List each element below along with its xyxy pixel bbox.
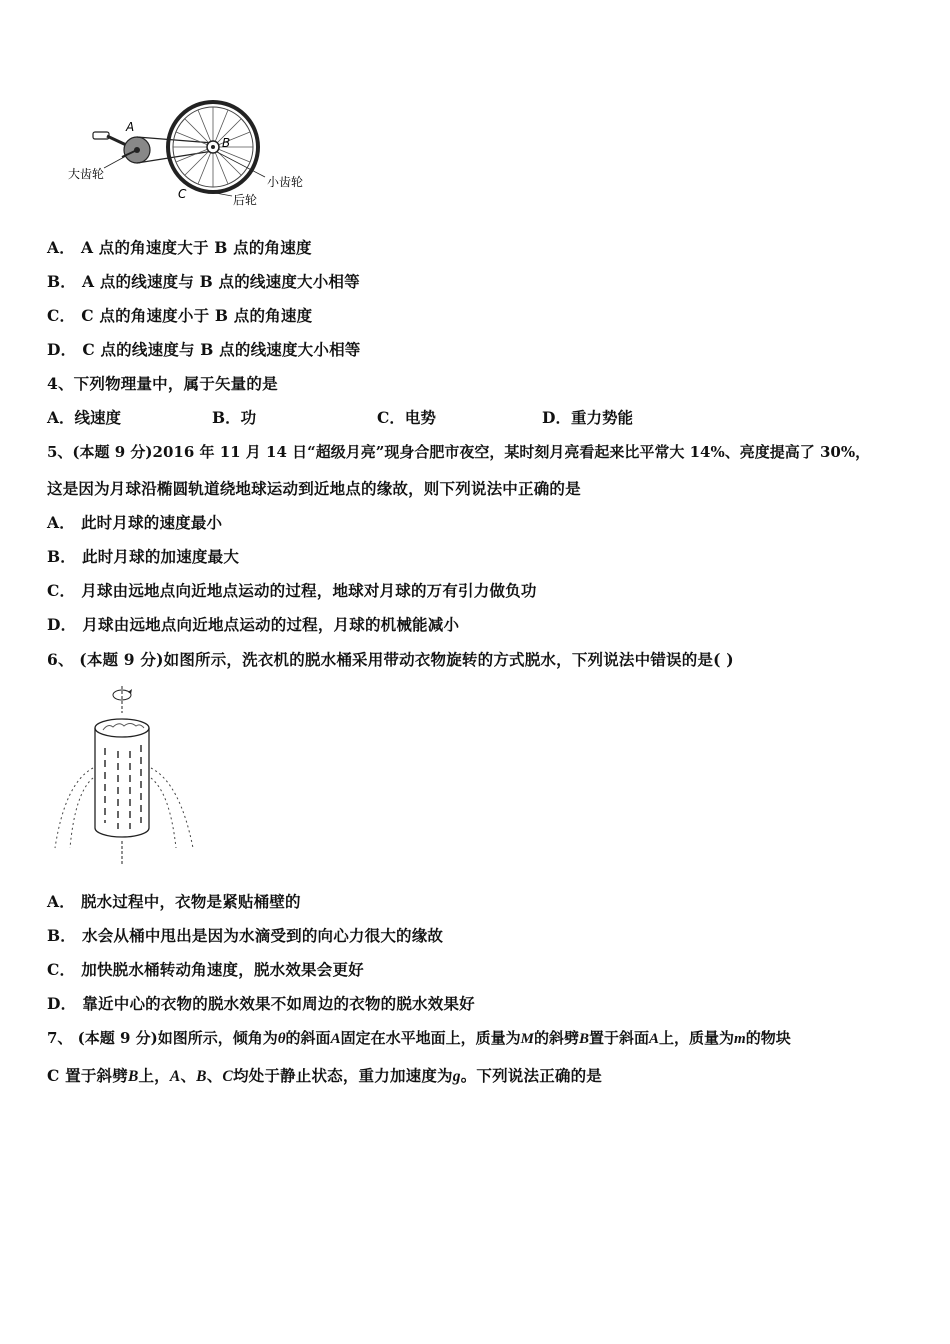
q5-stem-line1: 5、(本题 9 分)2016 年 11 月 14 日“超级月亮”现身合肥市夜空，某时刻月亮看起来比平常大 14%、亮度提高了 30%， (47, 443, 871, 461)
q6-stem: 6、 (本题 9 分)如图所示，洗衣机的脱水桶采用带动衣物旋转的方式脱水，下列说法中错误的是( ) (47, 650, 734, 669)
q6-option-c: C． 加快脱水桶转动角速度，脱水效果会更好 (47, 960, 364, 979)
label-big-gear: 大齿轮 (68, 167, 105, 181)
bicycle-gear-figure (60, 95, 320, 215)
label-b: B (222, 136, 231, 150)
label-c: C (178, 187, 187, 201)
q3-option-c: C． C 点的角速度小于 B 点的角速度 (47, 306, 313, 325)
spin-dryer-figure (50, 683, 200, 868)
q3-option-d: D． C 点的线速度与 B 点的线速度大小相等 (47, 340, 361, 359)
q7-stem-line1: 7、 (本题 9 分)如图所示，倾角为θ的斜面A固定在水平地面上，质量为M的斜劈B置于斜面A上，质量为m的物块 (47, 1029, 791, 1047)
q3-option-b: B． A 点的线速度与 B 点的线速度大小相等 (47, 272, 360, 291)
q6-option-b: B． 水会从桶中甩出是因为水滴受到的向心力很大的缘故 (47, 926, 444, 945)
q4-stem: 4、下列物理量中，属于矢量的是 (47, 374, 278, 393)
q4-option-b: B．功 (212, 408, 257, 427)
q5-option-d: D． 月球由远地点向近地点运动的过程，月球的机械能减小 (47, 615, 460, 634)
label-rear-wheel: 后轮 (233, 193, 258, 207)
label-a: A (126, 120, 135, 134)
q4-option-c: C．电势 (377, 408, 436, 427)
q5-option-c: C． 月球由远地点向近地点运动的过程，地球对月球的万有引力做负功 (47, 581, 537, 600)
q5-stem-line2: 这是因为月球沿椭圆轨道绕地球运动到近地点的缘故，则下列说法中正确的是 (47, 479, 581, 498)
label-small-gear: 小齿轮 (267, 175, 304, 189)
q3-option-a: A． A 点的角速度大于 B 点的角速度 (47, 238, 312, 257)
q4-option-d: D．重力势能 (542, 408, 633, 427)
q7-stem-line2: C 置于斜劈B上，A、B、C均处于静止状态，重力加速度为g。下列说法正确的是 (47, 1066, 603, 1085)
q6-option-a: A． 脱水过程中，衣物是紧贴桶壁的 (47, 892, 301, 911)
q4-option-a: A．线速度 (47, 408, 122, 427)
q5-option-b: B． 此时月球的加速度最大 (47, 547, 240, 566)
q5-option-a: A． 此时月球的速度最小 (47, 513, 223, 532)
pedal (93, 132, 109, 139)
q6-option-d: D． 靠近中心的衣物的脱水效果不如周边的衣物的脱水效果好 (47, 994, 475, 1013)
